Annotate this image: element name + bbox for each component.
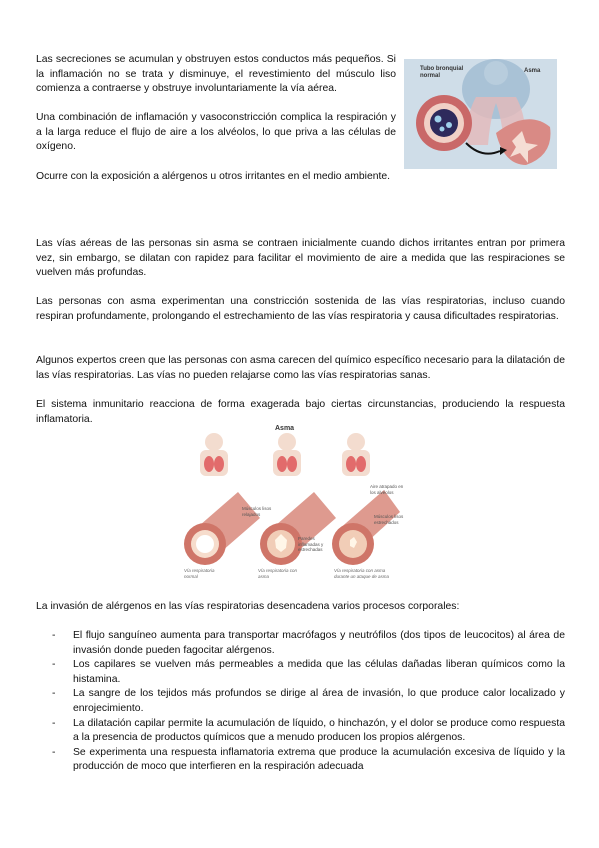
- bronchial-tube-figure: [404, 59, 557, 169]
- figure2-caption-attack: Vía respiratoria con asma durante un ataque de asma: [334, 568, 390, 579]
- paragraph-non-asthma-airways: Las vías aéreas de las personas sin asma se contraen inicialmente cuando dichos irritantes entran por primera vez, sin embargo, se dilatan con rapidez para facilitar el movimiento de aire a medida que las respiraciones se vuelven más profundas.: [36, 238, 565, 279]
- paragraph-allergen-invasion: La invasión de alérgenos en las vías respiratorias desencadena varios procesos corporales:: [36, 601, 460, 612]
- figure2-title: Asma: [275, 425, 295, 432]
- list-item: - La sangre de los tejidos más profundos se dirige al área de invasión, lo que produce calor localizado y enrojecimiento.: [52, 687, 565, 716]
- paragraph-experts: Algunos expertos creen que las personas con asma carecen del químico específico necesario para la dilatación de las vías respiratorias. Las vías no pueden relajarse como las vías respiratorias sanas.: [36, 355, 565, 381]
- paragraph-inflammation: Una combinación de inflamación y vasoconstricción complica la respiración y a la larga reduce el flujo de aire a los alvéolos, lo que priva a las células de oxígeno.: [36, 112, 396, 153]
- figure2-caption-asthma: Vía respiratoria con asma: [258, 568, 298, 579]
- figure2-label-muscle-tight: Músculos lisos estrechados: [374, 514, 404, 525]
- paragraph-immune-system: El sistema inmunitario reacciona de forma exagerada bajo ciertas circunstancias, produciendo la respuesta inflamatoria.: [36, 399, 565, 425]
- body-processes-list: [52, 629, 565, 775]
- list-item: - Los capilares se vuelven más permeables a medida que las células dañadas liberan químicos como la histamina.: [52, 658, 565, 687]
- paragraph-asthma-constriction: Las personas con asma experimentan una constricción sostenida de las vías respiratorias, incluso cuando respiran profundamente, prolongando el estrechamiento de las vías respiratoria y causa dificultades respiratorias.: [36, 296, 565, 322]
- figure1-label-normal: Tubo bronquial normal: [420, 66, 464, 79]
- figure2-caption-normal: Vía respiratoria normal: [184, 568, 215, 579]
- list-item: - La dilatación capilar permite la acumulación de líquido, o hinchazón, y el dolor se produce como respuesta a la presencia de productos químicos que a menudo producen los propios alérgenos.: [52, 717, 565, 746]
- list-item: - Se experimenta una respuesta inflamatoria extrema que produce la acumulación excesiva de líquido y la producción de moco que interfieren en la respiración adecuada: [52, 746, 565, 775]
- asthma-airways-figure: [178, 422, 403, 584]
- figure1-label-asthma: Asma: [524, 68, 541, 74]
- figure2-label-walls: Paredes inflamadas y estrechadas: [298, 536, 324, 552]
- list-item: - El flujo sanguíneo aumenta para transportar macrófagos y neutrófilos (dos tipos de leucocitos) al área de invasión donde pueden fagocitar alérgenos.: [52, 629, 565, 658]
- paragraph-exposure: Ocurre con la exposición a alérgenos u otros irritantes en el medio ambiente.: [36, 171, 391, 182]
- paragraph-secretions: Las secreciones se acumulan y obstruyen estos conductos más pequeños. Si la inflamación no se trata y disminuye, el revestimiento del músculo liso comienza a contraerse y obstruye involuntariamente la vía aérea.: [36, 54, 396, 95]
- figure2-label-air: Aire atrapado en los alvéolos: [370, 484, 404, 495]
- figure2-label-muscle-relaxed: Músculos lisos relajados: [242, 506, 272, 517]
